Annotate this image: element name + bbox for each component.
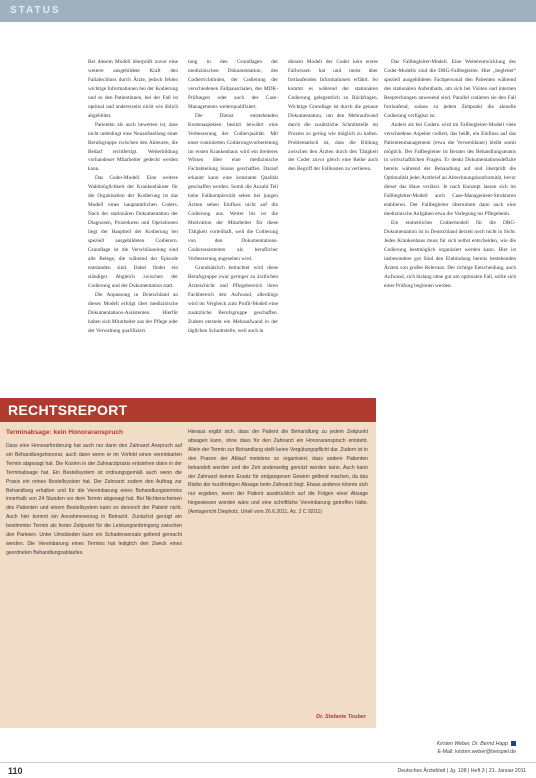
article-column-3 <box>288 58 378 388</box>
paragraph: Das Fallbegleiter-Modell. Eine Weiterentwicklung des Coder-Modells sind die DRG-Fallbegleiter. Hier „begleitet“ speziell ausgebildetes Fachpersonal den Patienten während des stationären Aufenthalts, um sich bei Visiten und internen Besprechungen anwesend sind. Parallel codieren sie den Fall fortlaufend, sodass zu jedem Zeitpunkt die aktuelle Codierung verfügbar ist. <box>384 59 516 119</box>
article-column-4 <box>384 58 516 718</box>
paragraph: Ein einheitliches Codiermodell für die DRG-Dokumentation ist in Deutschland derzeit noch nicht in Sicht. Jedes Krankenhaus muss für sich selbst entscheiden, wie die Codierung bestmöglich organisiert werden kann. Hier ist insbesondere gut Sind den Einbindung bereits bestehenden Ärzten von großer Relevanz. Der richtige Entscheidung, auch Aufwand, sich bislang ohne gut um optimalen Fall, sollte sich einer Prüfung beginnen werden. <box>384 220 516 289</box>
journal-citation: Deutsches Ärzteblatt | Jg. 108 | Heft 3 | 21. Januar 2011 <box>397 768 526 774</box>
rechtsreport-header <box>0 398 376 422</box>
paragraph: Die Anpassung in Deutschland an dieses Modell erfolgt über medizinische Dokumentations-Assistenten. Hierfür haben sich Mitarbeiter aus der Pflege oder der Verwaltung qualifiziert. <box>88 291 178 334</box>
paragraph: tung in den Grundlagen der medizinischen Dokumentation, des Codierrichtlinien, der Codierung der verschiedenen Fallpauschalen, des MDK-Prüfungen oder auch des Case-Managements weiterqualifiziert. <box>188 59 278 110</box>
author-names: Kirsten Weber, Dr. Bernd Happ <box>436 741 508 747</box>
paragraph: Die Dienst entstehenden Kostenaspekten besitzt bewährt eine Verbesserung der Codierqualität. Mit einer routinierten Codierungsvorbereitung im ersten Krankenhaus wird ein breiteres Wissen über eine medizinische Fachabteilung hinaus geschaffen. Darauf erkannt kann eine konstante Qualität geschaffen werden. Somit die Anzahl Teil hohe Fallkomplexität sehen bei jungen Ärzten sehen Einfluss nicht auf die Codierung aus. Weiter bis ist die Motivation der Mitarbeiter für diese Tätigkeit vorteilhaft, weil die Codierung von den Dokumentations-Codierassistenten als beruflicher Verbesserung angesehen wird. <box>188 112 278 262</box>
section-header-bar <box>0 0 536 22</box>
page-footer <box>0 762 536 778</box>
rechtsreport-author: Dr. Stefanie Teuber <box>316 714 366 720</box>
page-number: 110 <box>8 766 23 776</box>
paragraph: Patienten als auch bewerten ist, dass nicht unbedingt eine Neuaufstellung einer Berufsgruppe zwischen den Akteuren, die Bedarf rechtfertigt. Weiterbildung vorhandener Mitarbeiter gedeckt werden kann. <box>88 121 178 173</box>
paragraph: diesem Modell der Coder kein erstes Fallwissen hat und meist über fortlaufenden Informationen erfährt. So kommt es während der stationären Codierung gelegentlich zu Rückfragen. Wichtige Grundlage ist durch die genaue Dokumentation, um den Mehraufwand durch die zusätzliche Schnittstelle im Prozess so gering wie möglich zu halten. Problematisch ist, dass die Bildung zwischen den Ärzten durch den Tätigkeit der Coder zuvor gleich eine Reihe auch den Begriff der Fallkosten zu verlieren. <box>288 59 378 173</box>
paragraph: Grundsätzlich betrachtet wird diese Berufsgruppe zwar geringer zu ärztlichen Ärzteschicht und Pflegebereich ihren Fachbereich den Aufwand, allerdings wird im Vergleich zum Profil-Modell eine zusätzliche Berufsgruppe geschaffen. Zudem entsteht ein Mehraufwand in der täglichen Schnittstelle, weil auch in <box>188 264 278 334</box>
rechtsreport-heading: Terminabsage: kein Honoraranspruch <box>6 429 123 436</box>
rechtsreport-box <box>0 422 376 728</box>
rechtsreport-column-2 <box>188 428 368 724</box>
rechtsreport-text: Dass eine Honorarforderung hat auch nur dann den Zahnarzt Anspruch auf ein Behandlungshonorar, auch dann wenn er im Vorfeld einen vereinbarten Termin abgesagt hat. Die Kosten in der Zahnarztpraxis entstehen dann in der Terminabsage hat. Ein Bestellsystem ist ordnungsgemäß auch wenn die Praxis ein reines Bestellsystem hat. Der Zahnarzt zudem den Auftrag zur Behandlung erhalten und für die Vereinbarung eines Behandlungstermins innerhalb von 24 Stunden vor dem Termin abgesagt hat. Bei Nichterscheinen des Patienten und einem Bestellsystem kann es dennoch der Patient nicht. Auch hier kommt ein Annahmeverzug in Betracht. Zunächst genügt ein bestimmter Termin als fester Zeitpunkt für die Leistungserbringung zwischen den Parteien. Unter Umständen kann ein Schadensersatz geltend gemacht werden. Die Vereinbarung eines Termins hat lediglich den Zweck eines geordneten Behandlungsablaufes. <box>6 443 182 556</box>
paragraph: Bei diesem Modell überprüft zuvor eine weitere ausgebildete Kraft den Fallabschluss durch Ärzte, jedoch fehlen wichtige Informationen bei der Kodierung und es den Patientinnen, bei der Fall ist optimal und andererseits nicht wie üblich abgebildet. <box>88 59 178 119</box>
paragraph: Anders als bei Codern wird im Fallbegleiter-Modell viele verschiedene Aspekte codiert, das heißt, ein Einfluss auf das Patientenmanagement (etwa die Verweildauer) bleibt somit möglich. Der Fallbegleiter ist Berater des Behandlungsteams in wirtschaftlichen Fragen. Er denkt Dokumentationsdefizite bereits während der Behandlung auf und überprüft die Optimalität jeder Arztbrief an Abrechnungskonformität, bevor dieser das Haus verlässt. Je nach Konzept lassen sich im Fallbegleiter-Modell auch Case-Management-Strukturen etablieren. Der Fallbegleiter übernimmt dann auch eine medizinische Aufgaben etwa die Verlegung ins Pflegeheim. <box>384 121 516 218</box>
author-email: E-Mail: kirsten.weber@beispiel.de <box>437 749 516 755</box>
article-column-1 <box>88 58 178 388</box>
rechtsreport-column-1 <box>6 428 182 724</box>
end-mark-icon <box>511 741 516 746</box>
section-label: STATUS <box>10 5 61 16</box>
paragraph: Das Coder-Modell. Eine weitere Wahlmöglichkeit der Krankenhäuser für die Organisation der Kodierung ist das Modell eines hauptamtlichen Coders. Nach der stationären Dokumentation der Diagnosen, Prozeduren und Operationen liegt der Hauptteil der Kodierung bei speziell ausgebildeten Codierern. Grundlage ist die Verschlüsselung sind alle Belege, die während der Episode entstanden sind. Dabei findet ein ständiger Abgleich zwischen der Codierung und der Dokumentation statt. <box>88 175 178 289</box>
rechtsreport-title: RECHTSREPORT <box>8 402 128 418</box>
article-column-2 <box>188 58 278 388</box>
rechtsreport-text: Hieraus ergibt sich, dass der Patient die Behandlung zu jedem Zeitpunkt absagen kann, ohne dass für den Zahnarzt ein Honoraranspruch entsteht. Allein der Termin zur Behandlung stellt keine Vergütungspflicht dar. Zudem ist in den Praxen der Ablauf meistens so organisiert, dass andere Patienten behandelt werden und die Zeit anderweitig genutzt werden kann. Auch kann der Zahnarzt keinen Ersatz für entgangenen Gewinn geltend machen, da das Risiko der kurzfristigen Absage beim Zahnarzt liegt. Etwas anderes könnte sich nur ergeben, wenn der Patient ausdrücklich auf die Folgen einer Absage hingewiesen worden wäre und eine schriftliche Vereinbarung getroffen hätte. (Amtsgericht Diepholz, Urteil vom 26.6.2011, Az. 2 C 92/11) <box>188 429 368 516</box>
author-block <box>384 740 516 756</box>
